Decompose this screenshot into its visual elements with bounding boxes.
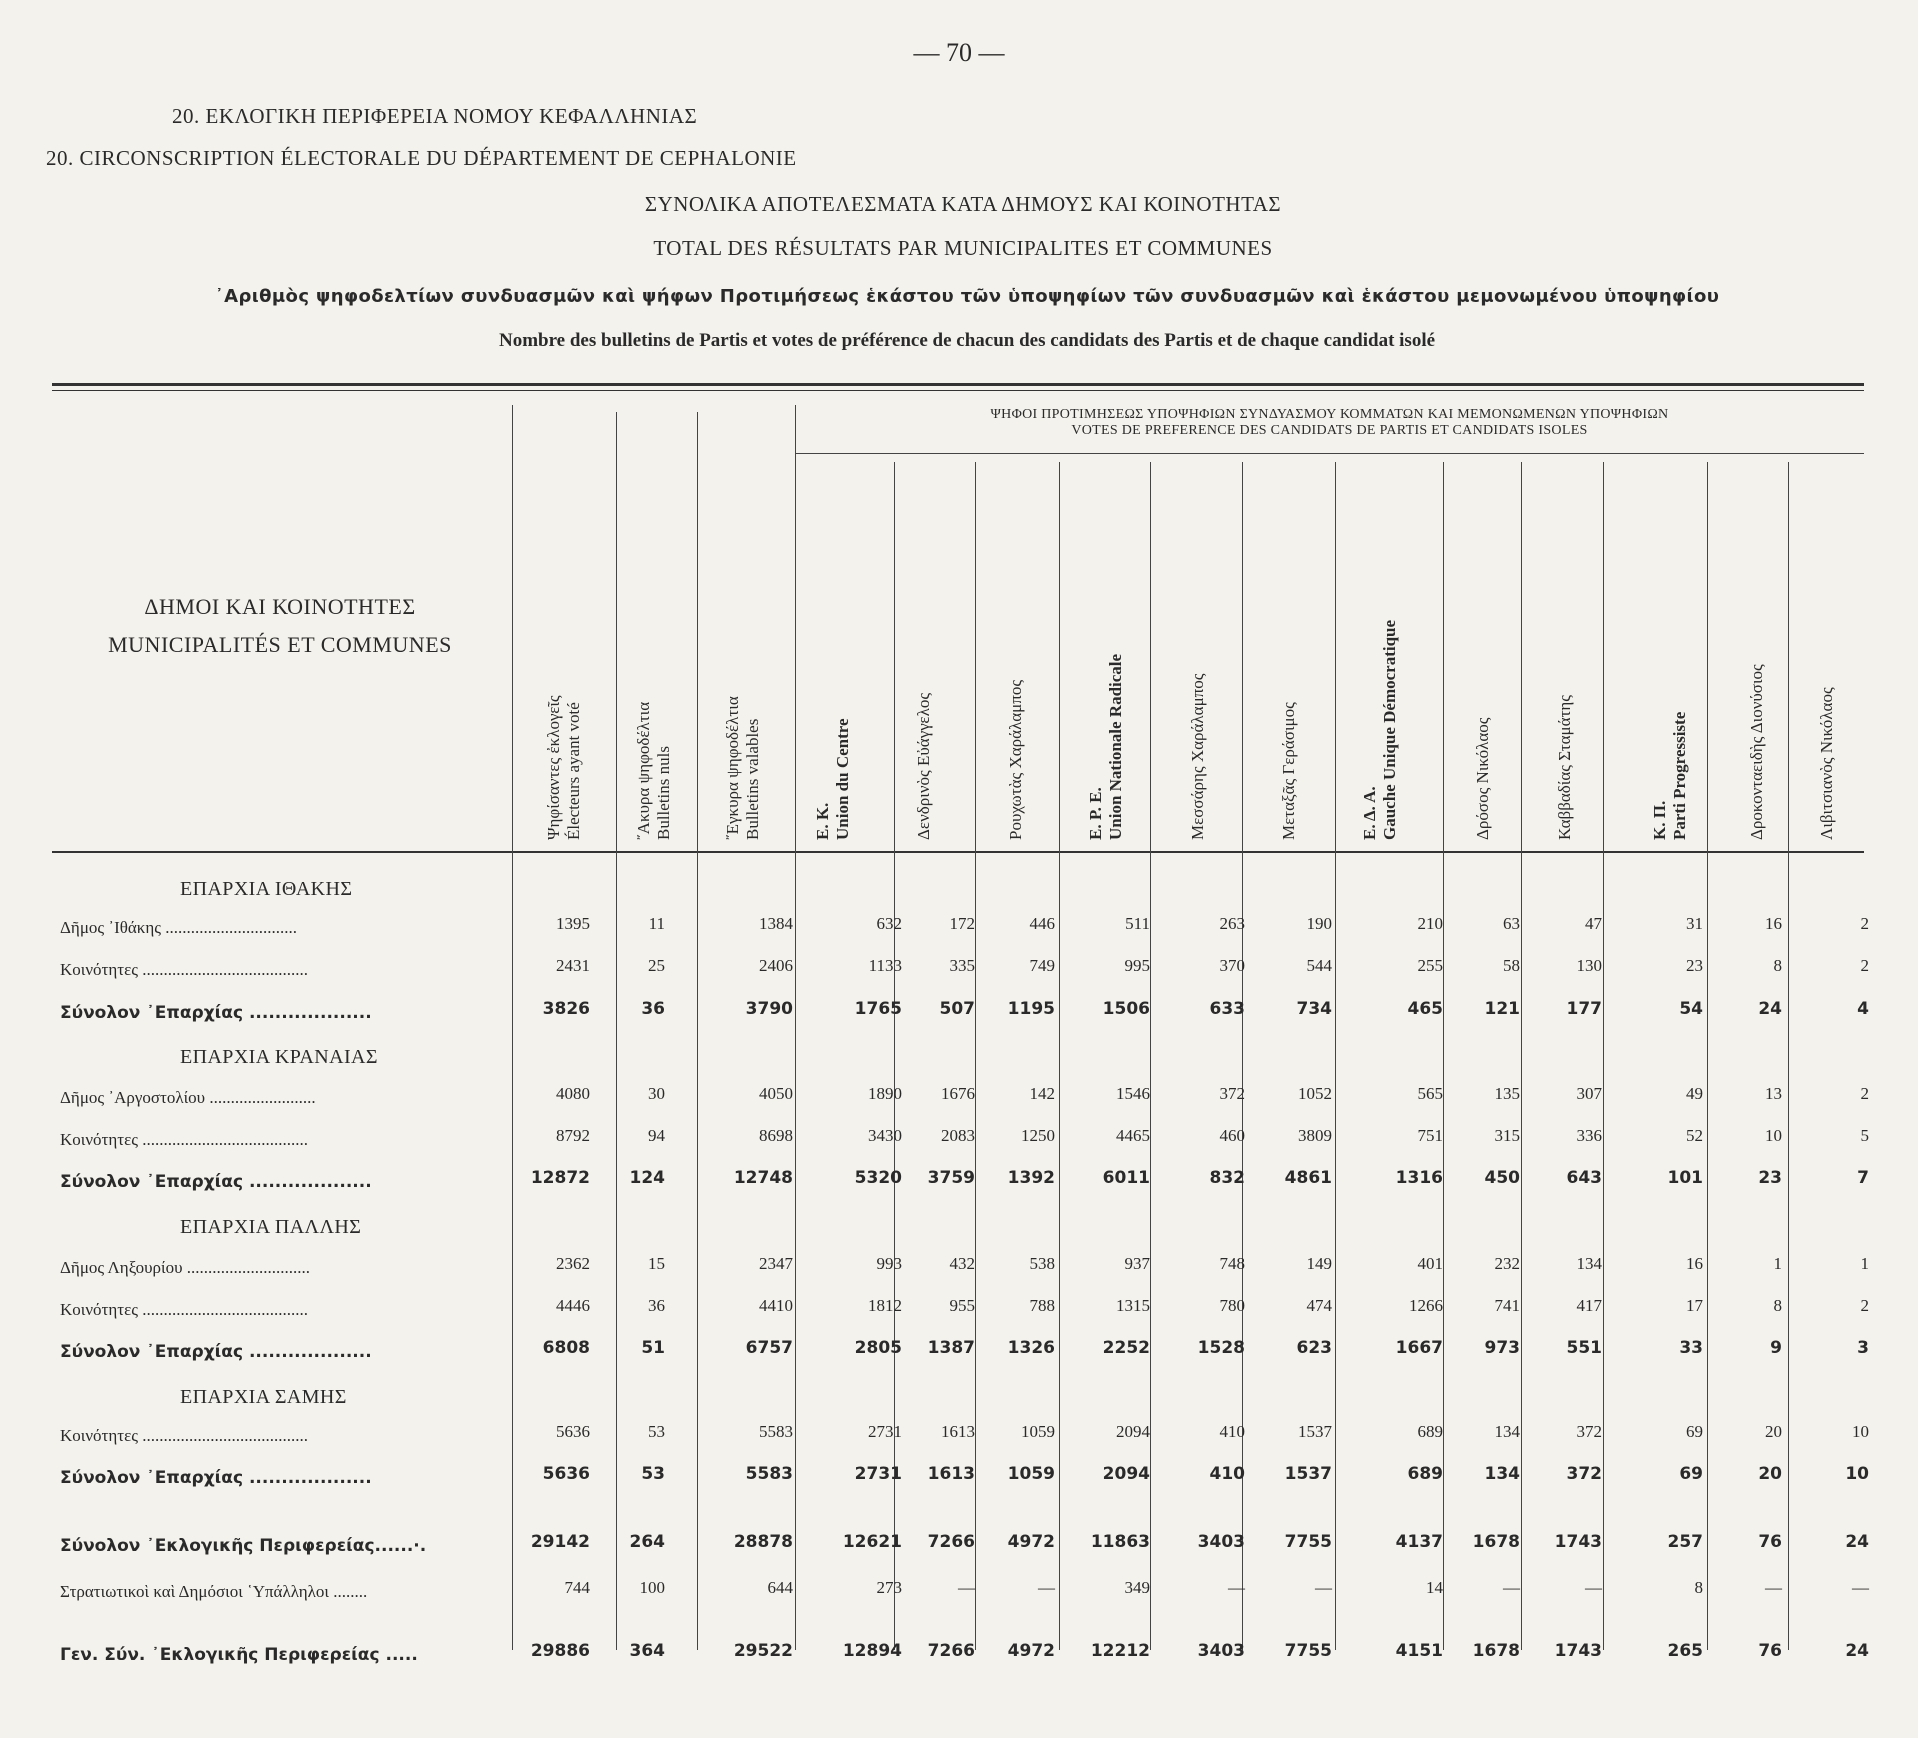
column-header	[723, 520, 767, 840]
table-cell: 4137	[1395, 1532, 1443, 1552]
table-cell: 832	[1209, 1168, 1245, 1188]
table-cell: —	[958, 1578, 975, 1597]
table-cell: 2	[1860, 914, 1869, 933]
table-cell: —	[1765, 1578, 1782, 1597]
column-header-line1: Ε. Κ.	[813, 802, 832, 840]
table-cell: 372	[1219, 1084, 1245, 1103]
row-label: Κοινότητες .......................................	[60, 1426, 308, 1445]
table-cell: 1	[1773, 1254, 1782, 1273]
col-divider	[1059, 462, 1060, 1650]
table-cell: 8	[1694, 1578, 1703, 1597]
title-greek: 20. ΕΚΛΟΓΙΚΗ ΠΕΡΙΦΕΡΕΙΑ ΝΟΜΟΥ ΚΕΦΑΛΛΗΝΙΑΣ	[172, 104, 698, 128]
table-cell: 8	[1773, 1296, 1782, 1315]
preference-header-french: VOTES DE PREFERENCE DES CANDIDATS DE PARTIS ET CANDIDATS ISOLES	[1071, 423, 1588, 438]
section-title-palli: ΕΠΑΡΧΙΑ ΠΑΛΛΗΣ	[180, 1216, 362, 1238]
table-cell: 2406	[759, 956, 793, 975]
table-cell: 2731	[868, 1422, 902, 1441]
column-header	[1650, 480, 1694, 840]
column-header-line2: Parti Progressiste	[1670, 711, 1689, 840]
table-cell: 2083	[941, 1126, 975, 1145]
column-header-line2: Bulletins nuls	[654, 746, 673, 840]
table-cell: —	[1852, 1578, 1869, 1597]
table-cell: 1528	[1197, 1338, 1245, 1358]
table-cell: 5583	[759, 1422, 793, 1441]
table-cell: 1250	[1021, 1126, 1055, 1145]
table-cell: 76	[1758, 1532, 1782, 1552]
table-cell: 465	[1407, 999, 1443, 1019]
table-cell: 14	[1426, 1578, 1443, 1597]
table-cell: 3759	[927, 1168, 975, 1188]
column-header-line1: Δροκονταειδὴς Διονύσιος	[1747, 664, 1766, 840]
table-cell: 29522	[733, 1641, 793, 1661]
table-cell: 4	[1857, 999, 1869, 1019]
table-cell: 52	[1686, 1126, 1703, 1145]
table-cell: 30	[648, 1084, 665, 1103]
column-header-line2: Union du Centre	[833, 718, 852, 840]
table-cell: 565	[1417, 1084, 1443, 1103]
column-header-line2: Gauche Unique Démocratique	[1380, 619, 1399, 840]
table-cell: 53	[641, 1464, 665, 1484]
table-cell: 8	[1773, 956, 1782, 975]
column-header	[544, 520, 588, 840]
title-french: 20. CIRCONSCRIPTION ÉLECTORALE DU DÉPARTEMENT DE CEPHALONIE	[46, 146, 797, 170]
table-cell: 372	[1566, 1464, 1602, 1484]
table-cell: 544	[1306, 956, 1332, 975]
table-cell: 17	[1686, 1296, 1703, 1315]
table-cell: 744	[564, 1578, 590, 1597]
table-cell: 190	[1306, 914, 1332, 933]
table-cell: 689	[1407, 1464, 1443, 1484]
col-divider	[795, 405, 796, 1650]
row-label: Δῆμος ᾿Αργοστολίου .........................	[60, 1088, 316, 1107]
column-header	[1279, 480, 1301, 840]
table-cell: 3	[1857, 1338, 1869, 1358]
table-cell: 28878	[733, 1532, 793, 1552]
table-cell: 2431	[556, 956, 590, 975]
table-cell: 993	[876, 1254, 902, 1273]
column-header-line1: Μεταξᾶς Γεράσιμος	[1279, 702, 1298, 840]
table-cell: 36	[648, 1296, 665, 1315]
table-cell: 12748	[733, 1168, 793, 1188]
table-cell: 4861	[1284, 1168, 1332, 1188]
table-cell: 1266	[1409, 1296, 1443, 1315]
row-label: Σύνολον ᾿Επαρχίας ...................	[60, 1468, 372, 1488]
row-label: Σύνολον ᾿Επαρχίας ...................	[60, 1172, 372, 1192]
table-cell: 5320	[854, 1168, 902, 1188]
table-cell: 4465	[1116, 1126, 1150, 1145]
table-cell: 1315	[1116, 1296, 1150, 1315]
column-header	[1188, 480, 1210, 840]
table-cell: 5583	[745, 1464, 793, 1484]
table-cell: 25	[648, 956, 665, 975]
table-cell: 3790	[745, 999, 793, 1019]
section-title-kranaia: ΕΠΑΡΧΙΑ ΚΡΑΝΑΙΑΣ	[180, 1046, 378, 1068]
column-header-line1: Δενδρινὸς Εὐάγγελος	[914, 692, 933, 840]
col-divider	[1335, 462, 1336, 1650]
column-header-line1: Ψηφίσαντες ἐκλογεῖς	[544, 695, 563, 840]
row-label: Κοινότητες .......................................	[60, 1130, 308, 1149]
table-cell: 3430	[868, 1126, 902, 1145]
table-cell: 474	[1306, 1296, 1332, 1315]
table-cell: 1506	[1102, 999, 1150, 1019]
table-cell: 644	[767, 1578, 793, 1597]
table-cell: 741	[1494, 1296, 1520, 1315]
table-cell: 134	[1576, 1254, 1602, 1273]
table-cell: 2731	[854, 1464, 902, 1484]
table-cell: 7	[1857, 1168, 1869, 1188]
table-cell: 58	[1503, 956, 1520, 975]
table-cell: 3403	[1197, 1641, 1245, 1661]
table-cell: 4972	[1007, 1532, 1055, 1552]
table-cell: 401	[1417, 1254, 1443, 1273]
table-cell: 315	[1494, 1126, 1520, 1145]
row-label: Κοινότητες .......................................	[60, 1300, 308, 1319]
table-cell: 751	[1417, 1126, 1443, 1145]
table-cell: —	[1585, 1578, 1602, 1597]
table-cell: 53	[648, 1422, 665, 1441]
table-cell: 1765	[854, 999, 902, 1019]
table-cell: 1537	[1298, 1422, 1332, 1441]
table-cell: 4410	[759, 1296, 793, 1315]
table-cell: 33	[1679, 1338, 1703, 1358]
subtitle-greek: ΣΥΝΟΛΙΚΑ ΑΠΟΤΕΛΕΣΜΑΤΑ ΚΑΤΑ ΔΗΜΟΥΣ ΚΑΙ ΚΟΙΝΟΤΗΤΑΣ	[644, 192, 1282, 216]
table-cell: 364	[629, 1641, 665, 1661]
table-cell: 142	[1029, 1084, 1055, 1103]
table-cell: 10	[1765, 1126, 1782, 1145]
table-cell: 460	[1219, 1126, 1245, 1145]
table-cell: —	[1228, 1578, 1245, 1597]
table-cell: 29886	[530, 1641, 590, 1661]
table-cell: 12621	[842, 1532, 902, 1552]
table-cell: 134	[1494, 1422, 1520, 1441]
table-cell: 2347	[759, 1254, 793, 1273]
column-header	[1555, 480, 1577, 840]
column-header	[634, 520, 678, 840]
table-cell: —	[1038, 1578, 1055, 1597]
section-title-sami: ΕΠΑΡΧΙΑ ΣΑΜΗΣ	[180, 1386, 347, 1408]
table-cell: 264	[629, 1532, 665, 1552]
table-cell: 1667	[1395, 1338, 1443, 1358]
table-cell: 995	[1124, 956, 1150, 975]
table-cell: 36	[641, 999, 665, 1019]
table-cell: 273	[876, 1578, 902, 1597]
table-cell: 29142	[530, 1532, 590, 1552]
stub-header-french: MUNICIPALITÉS ET COMMUNES	[108, 632, 452, 657]
table-cell: 410	[1219, 1422, 1245, 1441]
table-cell: 1613	[941, 1422, 975, 1441]
column-header	[1817, 480, 1839, 840]
column-header-line1: Λιβιτσιανὸς Νικόλαος	[1817, 687, 1836, 840]
preference-header-greek: ΨΗΦΟΙ ΠΡΟΤΙΜΗΣΕΩΣ ΥΠΟΨΗΦΙΩΝ ΣΥΝΔΥΑΣΜΟΥ ΚΟΜΜΑΤΩΝ ΚΑΙ ΜΕΜΟΝΩΜΕΝΩΝ ΥΠΟΨΗΦΙΩΝ	[990, 407, 1669, 422]
table-cell: 748	[1219, 1254, 1245, 1273]
table-cell: 13	[1765, 1084, 1782, 1103]
table-cell: 124	[629, 1168, 665, 1188]
table-cell: 2094	[1102, 1464, 1150, 1484]
table-cell: —	[1503, 1578, 1520, 1597]
table-cell: 1678	[1472, 1532, 1520, 1552]
table-cell: 7266	[927, 1641, 975, 1661]
table-cell: 1133	[868, 956, 902, 975]
table-cell: 6757	[745, 1338, 793, 1358]
table-cell: 6011	[1102, 1168, 1150, 1188]
table-cell: 10	[1845, 1464, 1869, 1484]
table-cell: 3809	[1298, 1126, 1332, 1145]
row-label: Σύνολον ᾿Επαρχίας ...................	[60, 1003, 372, 1023]
table-cell: 7755	[1284, 1532, 1332, 1552]
table-cell: 63	[1503, 914, 1520, 933]
column-header-line1: Ε. Δ. Α.	[1360, 786, 1379, 840]
row-label: Κοινότητες .......................................	[60, 960, 308, 979]
table-cell: 9	[1770, 1338, 1782, 1358]
row-label: Δῆμος ᾿Ιθάκης ...............................	[60, 918, 297, 937]
table-cell: 1392	[1007, 1168, 1055, 1188]
description-french: Nombre des bulletins de Partis et votes de préférence de chacun des candidats des Partis et de chaque candidat isolé	[498, 330, 1436, 351]
table-cell: 24	[1758, 999, 1782, 1019]
table-cell: 149	[1306, 1254, 1332, 1273]
table-cell: 135	[1494, 1084, 1520, 1103]
table-cell: 551	[1566, 1338, 1602, 1358]
table-cell: 4080	[556, 1084, 590, 1103]
table-cell: 12872	[530, 1168, 590, 1188]
table-cell: 10	[1852, 1422, 1869, 1441]
table-cell: 101	[1667, 1168, 1703, 1188]
table-cell: 2805	[854, 1338, 902, 1358]
table-cell: 734	[1296, 999, 1332, 1019]
page-number: — 70 —	[913, 38, 1005, 67]
table-cell: 1384	[759, 914, 793, 933]
table-cell: 177	[1566, 999, 1602, 1019]
column-header-line1: Δρόσος Νικόλαος	[1473, 717, 1492, 840]
table-cell: 1	[1860, 1254, 1869, 1273]
table-cell: 4050	[759, 1084, 793, 1103]
table-cell: 49	[1686, 1084, 1703, 1103]
column-header-line1: Μεσσάρης Χαράλαμπος	[1188, 673, 1207, 840]
table-cell: 370	[1219, 956, 1245, 975]
table-cell: 76	[1758, 1641, 1782, 1661]
table-cell: 100	[639, 1578, 665, 1597]
table-cell: 31	[1686, 914, 1703, 933]
column-header-line1: Ε. Ρ. Ε.	[1086, 787, 1105, 840]
table-cell: 1890	[868, 1084, 902, 1103]
table-cell: 69	[1686, 1422, 1703, 1441]
col-divider	[697, 412, 698, 1650]
row-label: Δῆμος Ληξουρίου .............................	[60, 1258, 311, 1277]
table-cell: 335	[949, 956, 975, 975]
row-label: Στρατιωτικοὶ καὶ Δημόσιοι ῾Υπάλληλοι ........	[60, 1582, 368, 1601]
table-cell: 51	[641, 1338, 665, 1358]
table-cell: 749	[1029, 956, 1055, 975]
column-header	[914, 480, 936, 840]
table-cell: 1195	[1007, 999, 1055, 1019]
column-header-line2: Bulletins valables	[743, 718, 762, 840]
table-cell: 8792	[556, 1126, 590, 1145]
row-label: Σύνολον ᾿Εκλογικῆς Περιφερείας......·.	[60, 1536, 427, 1556]
table-cell: 255	[1417, 956, 1443, 975]
table-cell: 15	[648, 1254, 665, 1273]
column-header-line1: Καββαδίας Σταμάτης	[1555, 694, 1574, 840]
table-cell: 446	[1029, 914, 1055, 933]
table-cell: 232	[1494, 1254, 1520, 1273]
table-cell: 2252	[1102, 1338, 1150, 1358]
table-cell: 130	[1576, 956, 1602, 975]
table-cell: 417	[1576, 1296, 1602, 1315]
table-cell: 69	[1679, 1464, 1703, 1484]
table-cell: 1812	[868, 1296, 902, 1315]
table-cell: 1316	[1395, 1168, 1443, 1188]
table-cell: 1395	[556, 914, 590, 933]
table-cell: 20	[1758, 1464, 1782, 1484]
table-cell: 54	[1679, 999, 1703, 1019]
table-cell: 2094	[1116, 1422, 1150, 1441]
stub-header-greek: ΔΗΜΟΙ ΚΑΙ ΚΟΙΝΟΤΗΤΕΣ	[144, 594, 416, 619]
column-header-line1: Κ. Π.	[1650, 800, 1669, 840]
table-cell: 2	[1860, 956, 1869, 975]
table-cell: 1387	[927, 1338, 975, 1358]
table-cell: 23	[1758, 1168, 1782, 1188]
table-cell: 94	[648, 1126, 665, 1145]
table-cell: 2	[1860, 1296, 1869, 1315]
column-header-line2: Union Nationale Radicale	[1106, 653, 1125, 840]
column-header	[1747, 480, 1769, 840]
table-cell: 23	[1686, 956, 1703, 975]
table-cell: 2	[1860, 1084, 1869, 1103]
table-cell: 5636	[542, 1464, 590, 1484]
table-cell: 20	[1765, 1422, 1782, 1441]
table-cell: 1546	[1116, 1084, 1150, 1103]
table-cell: 4446	[556, 1296, 590, 1315]
table-cell: 1052	[1298, 1084, 1332, 1103]
col-divider	[1603, 462, 1604, 1650]
table-cell: 8698	[759, 1126, 793, 1145]
column-header	[1086, 480, 1130, 840]
column-header	[813, 480, 857, 840]
row-label: Σύνολον ᾿Επαρχίας ...................	[60, 1342, 372, 1362]
table-cell: 507	[939, 999, 975, 1019]
table-cell: 5636	[556, 1422, 590, 1441]
table-cell: 24	[1845, 1641, 1869, 1661]
table-cell: 689	[1417, 1422, 1443, 1441]
table-cell: —	[1315, 1578, 1332, 1597]
table-cell: 12894	[842, 1641, 902, 1661]
table-cell: 121	[1484, 999, 1520, 1019]
table-cell: 257	[1667, 1532, 1703, 1552]
table-cell: 172	[949, 914, 975, 933]
table-cell: 1678	[1472, 1641, 1520, 1661]
table-cell: 1059	[1021, 1422, 1055, 1441]
column-header	[1360, 480, 1404, 840]
table-cell: 210	[1417, 914, 1443, 933]
table-cell: 349	[1124, 1578, 1150, 1597]
table-cell: 1537	[1284, 1464, 1332, 1484]
stub-header	[52, 588, 508, 664]
table-cell: 24	[1845, 1532, 1869, 1552]
row-label: Γεν. Σύν. ᾿Εκλογικῆς Περιφερείας .....	[60, 1645, 418, 1665]
table-cell: 47	[1585, 914, 1602, 933]
column-header	[1006, 480, 1028, 840]
table-cell: 134	[1484, 1464, 1520, 1484]
column-header-line1: Ρουχωτὰς Χαράλαμπος	[1006, 679, 1025, 840]
table-cell: 633	[1209, 999, 1245, 1019]
table-cell: 937	[1124, 1254, 1150, 1273]
section-title-ithaki: ΕΠΑΡΧΙΑ ΙΘΑΚΗΣ	[180, 878, 353, 900]
table-cell: 973	[1484, 1338, 1520, 1358]
table-cell: 1743	[1554, 1641, 1602, 1661]
table-cell: 1059	[1007, 1464, 1055, 1484]
table-cell: 6808	[542, 1338, 590, 1358]
table-cell: 16	[1765, 914, 1782, 933]
table-top-rule	[52, 383, 1864, 386]
table-cell: 410	[1209, 1464, 1245, 1484]
table-cell: 1613	[927, 1464, 975, 1484]
table-cell: 372	[1576, 1422, 1602, 1441]
table-cell: 788	[1029, 1296, 1055, 1315]
table-cell: 632	[876, 914, 902, 933]
table-cell: 3826	[542, 999, 590, 1019]
table-cell: 4972	[1007, 1641, 1055, 1661]
table-cell: 4151	[1395, 1641, 1443, 1661]
table-cell: 12212	[1090, 1641, 1150, 1661]
subtitle-french: TOTAL DES RÉSULTATS PAR MUNICIPALITES ET COMMUNES	[653, 236, 1273, 260]
header-bottom-rule	[52, 851, 1864, 853]
table-cell: 11	[648, 914, 665, 933]
table-top-rule-thin	[52, 390, 1864, 391]
table-cell: 5	[1860, 1126, 1869, 1145]
table-cell: 3403	[1197, 1532, 1245, 1552]
table-cell: 1743	[1554, 1532, 1602, 1552]
table-cell: 265	[1667, 1641, 1703, 1661]
table-cell: 623	[1296, 1338, 1332, 1358]
column-header-line1: ῎Ακυρα ψηφοδέλτια	[634, 701, 653, 840]
table-cell: 11863	[1090, 1532, 1150, 1552]
column-header-line2: Électeurs ayant voté	[564, 702, 583, 840]
table-cell: 2362	[556, 1254, 590, 1273]
table-cell: 538	[1029, 1254, 1055, 1273]
preference-header	[795, 407, 1864, 439]
table-cell: 1676	[941, 1084, 975, 1103]
table-cell: 432	[949, 1254, 975, 1273]
table-cell: 780	[1219, 1296, 1245, 1315]
table-cell: 336	[1576, 1126, 1602, 1145]
table-cell: 955	[949, 1296, 975, 1315]
col-divider	[1150, 462, 1151, 1650]
table-cell: 7755	[1284, 1641, 1332, 1661]
description-greek: ᾿Αριθμὸς ψηφοδελτίων συνδυασμῶν καὶ ψήφων Προτιμήσεως ἑκάστου τῶν ὑποψηφίων τῶν συνδυασμῶν καὶ ἑκάστου μεμονωμένου ὑποψηφίου	[214, 286, 1720, 307]
table-cell: 643	[1566, 1168, 1602, 1188]
table-cell: 511	[1125, 914, 1150, 933]
table-cell: 450	[1484, 1168, 1520, 1188]
table-cell: 307	[1576, 1084, 1602, 1103]
table-cell: 263	[1219, 914, 1245, 933]
column-header	[1473, 480, 1495, 840]
column-header-line1: ῎Εγκυρα ψηφοδέλτια	[723, 696, 742, 840]
preference-header-rule	[795, 453, 1864, 454]
table-cell: 7266	[927, 1532, 975, 1552]
table-cell: 1326	[1007, 1338, 1055, 1358]
table-cell: 16	[1686, 1254, 1703, 1273]
